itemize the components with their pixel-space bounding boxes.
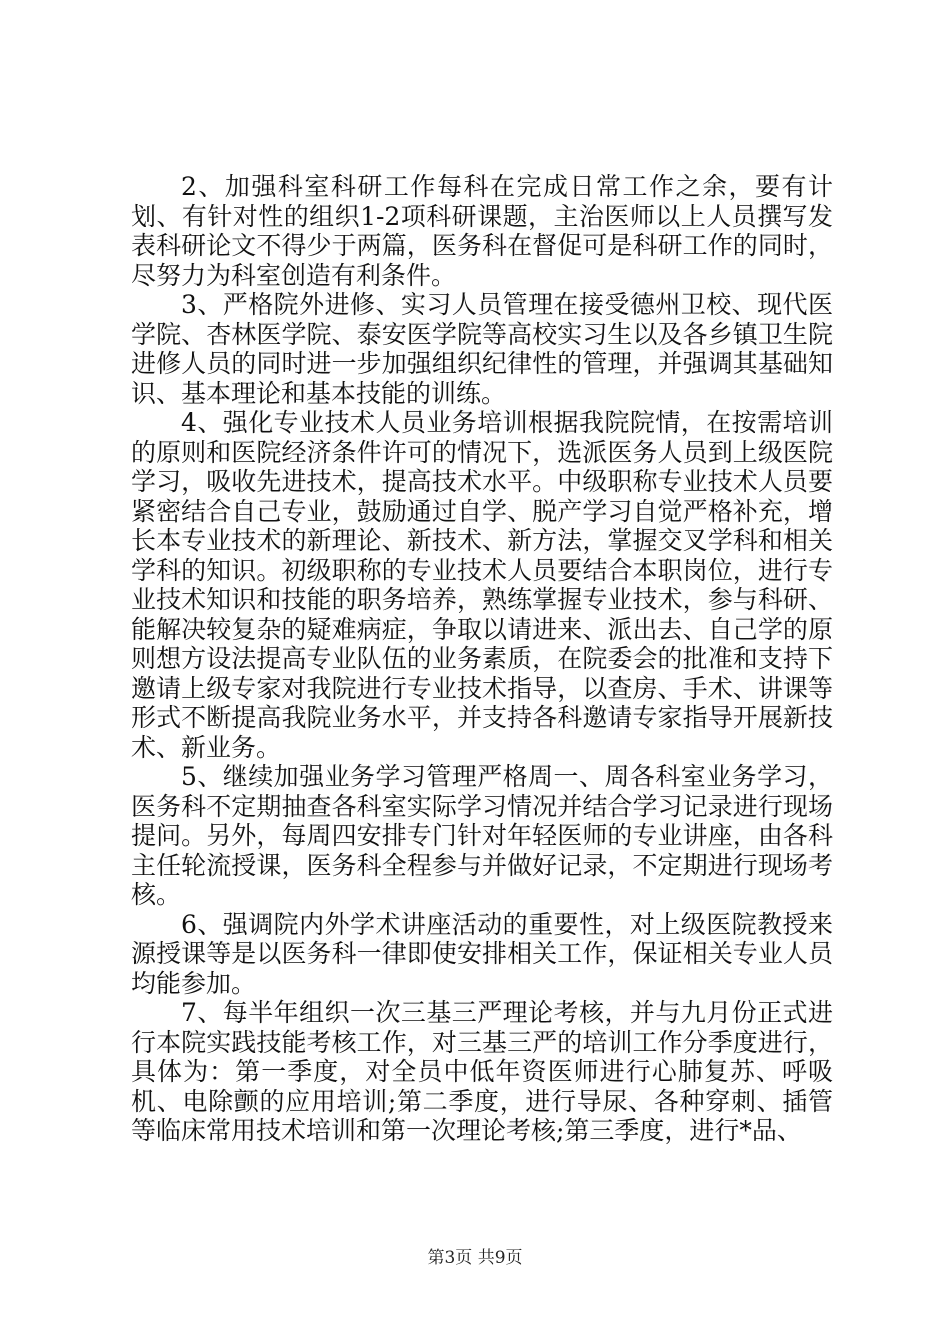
paragraph-2: 2、加强科室科研工作每科在完成日常工作之余，要有计划、有针对性的组织1-2项科研课题，主治医师以上人员撰写发表科研论文不得少于两篇，医务科在督促可是科研工作的同时，尽努力为科室创造有利条件。 bbox=[131, 172, 833, 290]
paragraph-6: 6、强调院内外学术讲座活动的重要性，对上级医院教授来源授课等是以医务科一律即使安排相关工作，保证相关专业人员均能参加。 bbox=[131, 909, 833, 998]
paragraph-7: 7、每半年组织一次三基三严理论考核，并与九月份正式进行本院实践技能考核工作，对三基三严的培训工作分季度进行，具体为：第一季度，对全员中低年资医师进行心肺复苏、呼吸机、电除颤的应用培训;第二季度，进行导尿、各种穿刺、插管等临床常用技术培训和第一次理论考核;第三季度，进行*品、 bbox=[131, 998, 833, 1145]
page-number-footer: 第3页 共9页 bbox=[427, 1248, 523, 1268]
document-body bbox=[131, 172, 833, 1146]
paragraph-4: 4、强化专业技术人员业务培训根据我院院情，在按需培训的原则和医院经济条件许可的情况下，选派医务人员到上级医院学习，吸收先进技术，提高技术水平。中级职称专业技术人员要紧密结合自己专业，鼓励通过自学、脱产学习自觉严格补充，增长本专业技术的新理论、新技术、新方法，掌握交叉学科和相关学科的知识。初级职称的专业技术人员要结合本职岗位，进行专业技术知识和技能的职务培养，熟练掌握专业技术，参与科研、能解决较复杂的疑难病症，争取以请进来、派出去、自己学的原则想方设法提高专业队伍的业务素质，在院委会的批准和支持下邀请上级专家对我院进行专业技术指导，以查房、手术、讲课等形式不断提高我院业务水平，并支持各科邀请专家指导开展新技术、新业务。 bbox=[131, 408, 833, 762]
paragraph-3: 3、严格院外进修、实习人员管理在接受德州卫校、现代医学院、杏林医学院、泰安医学院等高校实习生以及各乡镇卫生院进修人员的同时进一步加强组织纪律性的管理，并强调其基础知识、基本理论和基本技能的训练。 bbox=[131, 290, 833, 408]
paragraph-5: 5、继续加强业务学习管理严格周一、周各科室业务学习，医务科不定期抽查各科室实际学习情况并结合学习记录进行现场提问。另外，每周四安排专门针对年轻医师的专业讲座，由各科主任轮流授课，医务科全程参与并做好记录，不定期进行现场考核。 bbox=[131, 762, 833, 909]
